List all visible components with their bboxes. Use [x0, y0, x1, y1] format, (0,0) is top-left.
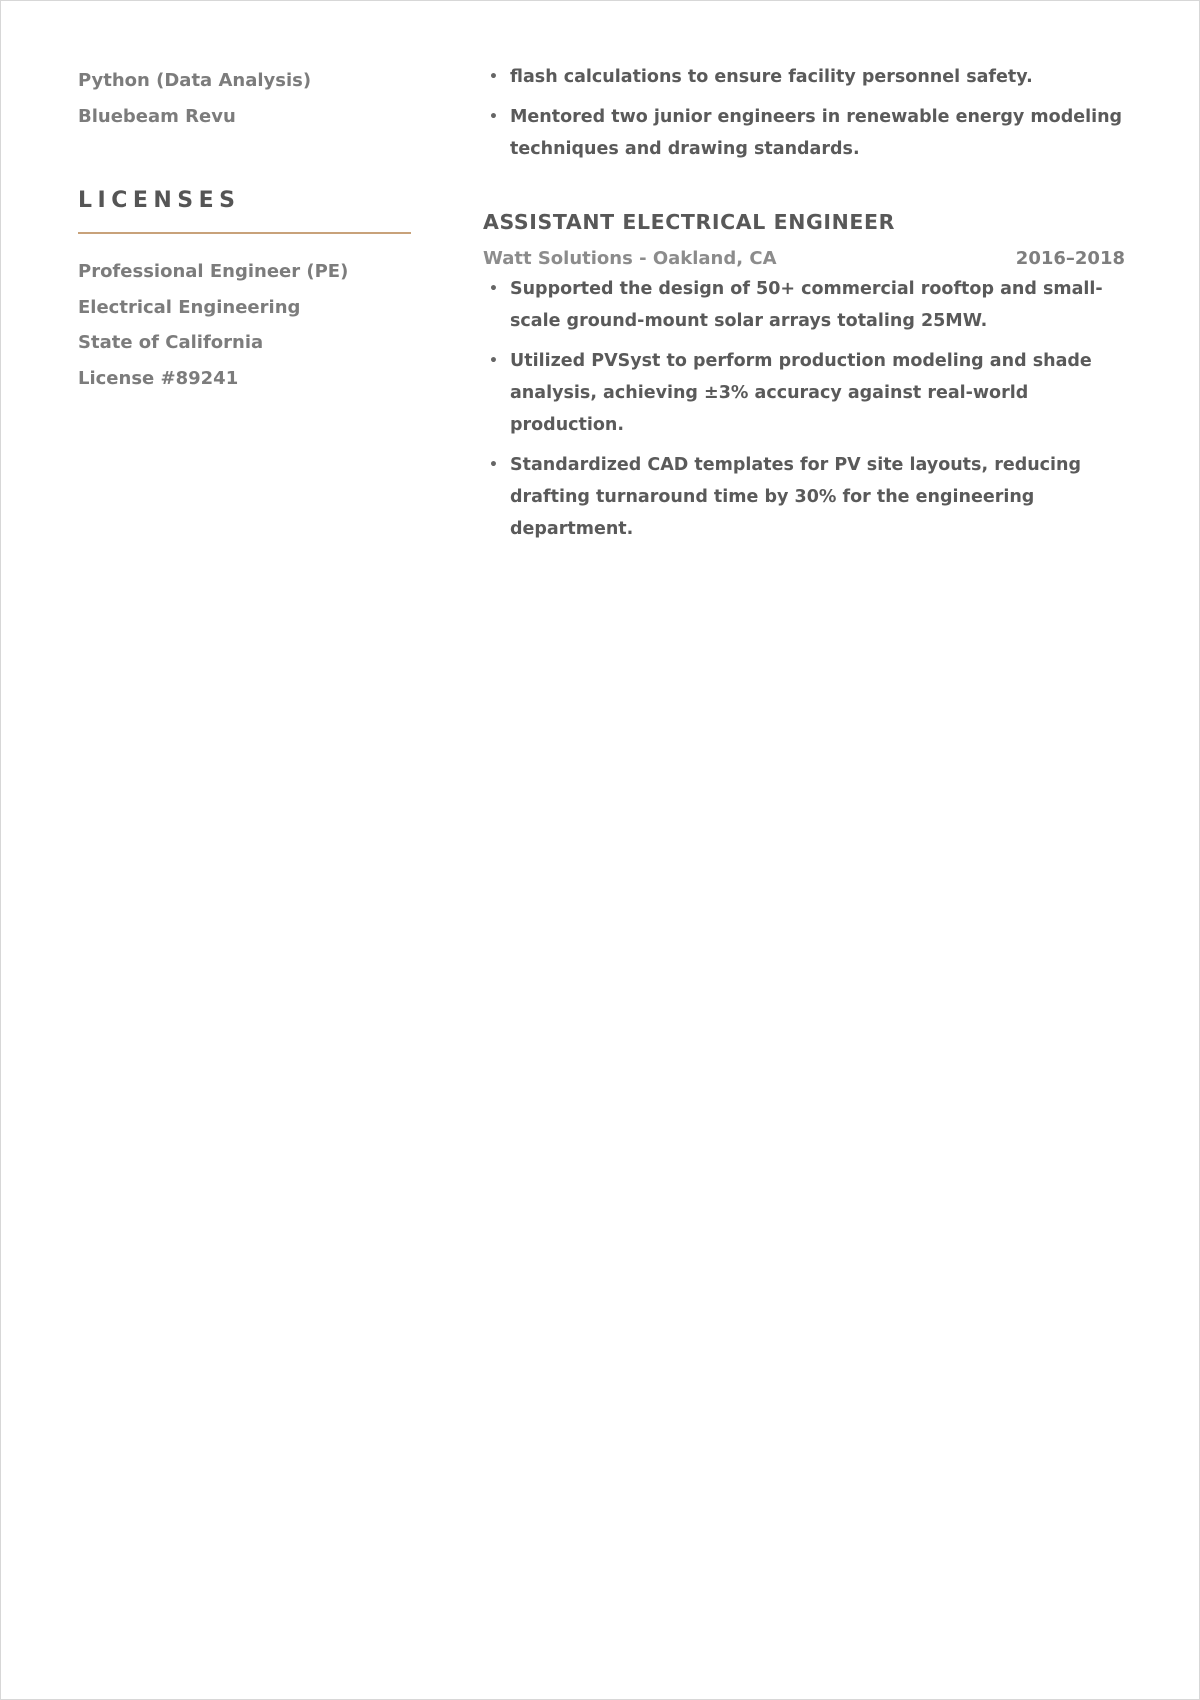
- job-meta: [483, 245, 1125, 273]
- previous-job-bullets: [483, 61, 1125, 165]
- bullet-item: • Supported the design of 50+ commercial rooftop and small-scale ground-mount solar arrays totaling 25MW.: [483, 273, 1125, 337]
- license-item: State of California: [78, 332, 264, 353]
- experience-section: [483, 61, 1125, 553]
- job-company: Watt Solutions - Oakland, CA: [483, 248, 777, 269]
- job-title: ASSISTANT ELECTRICAL ENGINEER: [483, 210, 895, 234]
- sidebar: [78, 63, 411, 396]
- licenses-list: [78, 254, 411, 396]
- bullet-item: • Mentored two junior engineers in renewable energy modeling techniques and drawing standards.: [483, 101, 1125, 165]
- license-item: License #89241: [78, 367, 239, 389]
- job-bullets: [483, 273, 1125, 545]
- bullet-item: • Utilized PVSyst to perform production modeling and shade analysis, achieving ±3% accuracy against real-world production.: [483, 345, 1125, 441]
- license-item: Professional Engineer (PE): [78, 261, 349, 282]
- bullet-item: • flash calculations to ensure facility personnel safety.: [483, 61, 1125, 93]
- bullet-item: • Standardized CAD templates for PV site layouts, reducing drafting turnaround time by 30% for the engineering department.: [483, 449, 1125, 545]
- job-dates: 2016–2018: [1015, 248, 1125, 269]
- licenses-divider: [78, 232, 411, 234]
- license-item: Electrical Engineering: [78, 296, 301, 318]
- skill-item: Bluebeam Revu: [78, 105, 236, 127]
- skill-item: Python (Data Analysis): [78, 70, 312, 91]
- licenses-heading: LICENSES: [78, 188, 241, 213]
- skills-list: [78, 63, 411, 134]
